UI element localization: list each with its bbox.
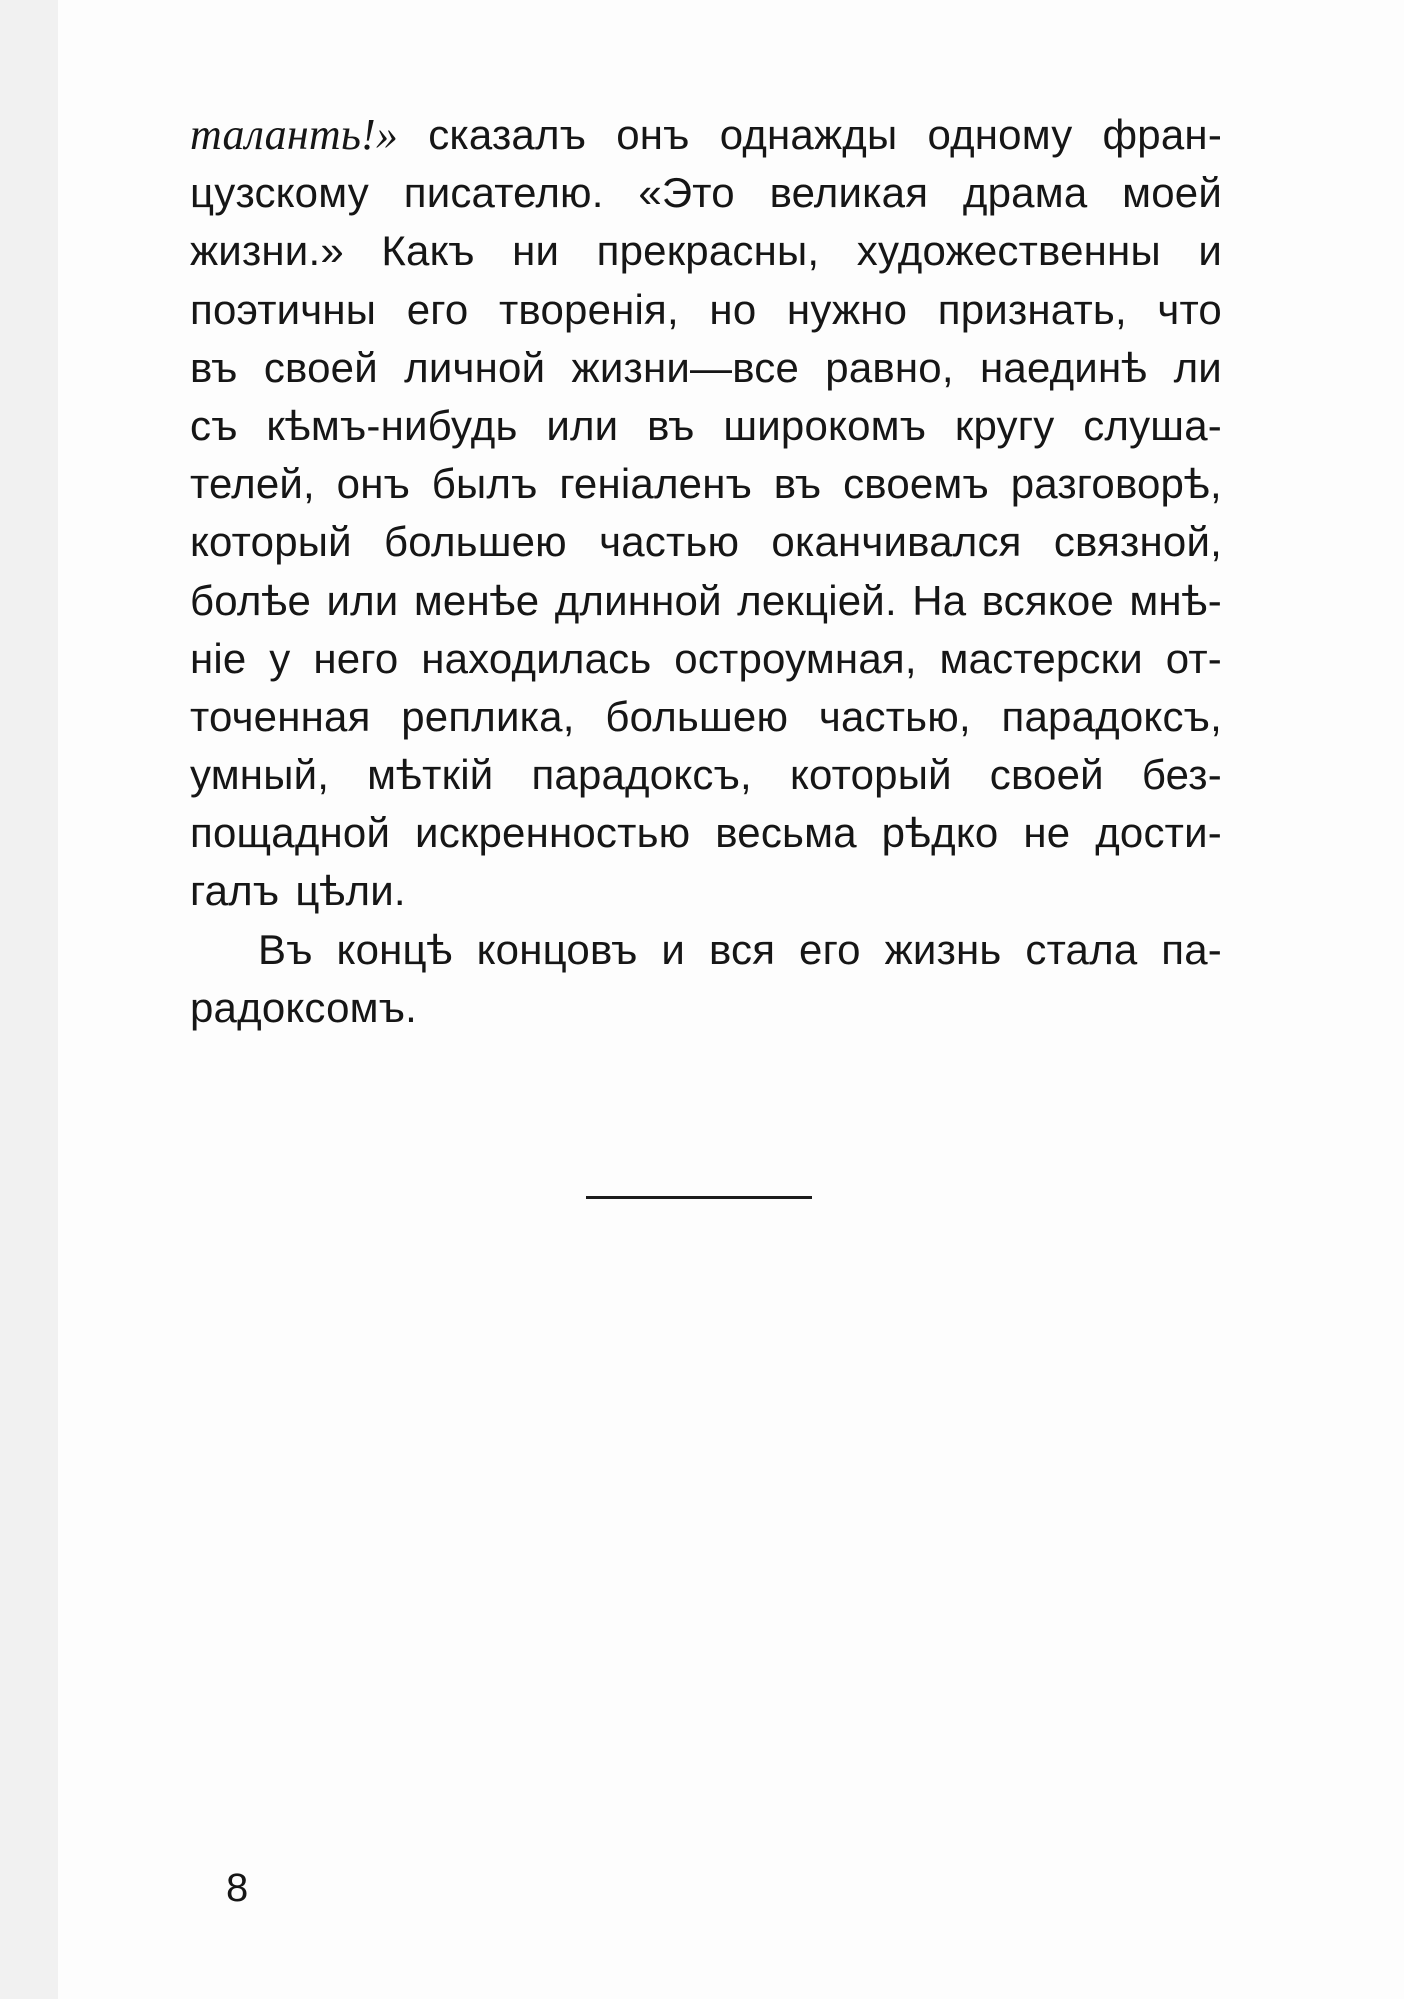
word: прекрасны, bbox=[596, 227, 820, 275]
word: въ bbox=[647, 401, 695, 449]
word: цузскому bbox=[190, 169, 369, 217]
word: въ bbox=[190, 343, 238, 391]
word: галъ bbox=[190, 867, 280, 915]
word: разговорѣ, bbox=[1010, 460, 1222, 508]
word: пощадной bbox=[190, 809, 391, 857]
word: остроумная, bbox=[674, 634, 917, 682]
word: концѣ bbox=[336, 925, 453, 973]
word: равно, bbox=[825, 343, 954, 391]
word: личной bbox=[404, 343, 546, 391]
word: онъ bbox=[616, 111, 690, 158]
word: На bbox=[912, 576, 967, 624]
word: вся bbox=[708, 925, 776, 973]
word: его bbox=[799, 925, 861, 973]
word: драма bbox=[962, 169, 1088, 217]
word: съ bbox=[190, 401, 238, 449]
word: слуша- bbox=[1083, 401, 1222, 449]
word: Въ bbox=[258, 925, 313, 973]
text-line bbox=[190, 339, 1222, 397]
word: всякое bbox=[981, 576, 1114, 624]
word: мѣткій bbox=[367, 751, 494, 799]
word: точенная bbox=[190, 692, 371, 740]
word: творенія, bbox=[498, 285, 679, 333]
text-line bbox=[190, 513, 1222, 571]
text-line bbox=[190, 164, 1222, 222]
word: который bbox=[789, 751, 952, 799]
word: лекціей. bbox=[737, 576, 897, 624]
word: нужно bbox=[786, 285, 908, 333]
word: мастерски bbox=[939, 634, 1143, 682]
word: оканчивался bbox=[771, 518, 1022, 566]
word: который bbox=[190, 518, 352, 566]
text-line bbox=[190, 222, 1222, 280]
word: парадоксъ, bbox=[531, 751, 752, 799]
text-line bbox=[190, 281, 1222, 339]
word: таланть!» bbox=[190, 110, 399, 159]
word: связной, bbox=[1053, 518, 1222, 566]
word: моей bbox=[1122, 169, 1222, 217]
word: умный, bbox=[190, 751, 330, 799]
page-gutter-shadow bbox=[0, 0, 58, 1999]
word: большею bbox=[605, 692, 789, 740]
text-line bbox=[190, 746, 1222, 804]
word: кѣмъ-нибудь bbox=[266, 401, 518, 449]
word: радоксомъ. bbox=[190, 983, 418, 1031]
text-line bbox=[190, 862, 1222, 920]
word: болѣе bbox=[190, 576, 312, 624]
word: Какъ bbox=[381, 227, 475, 275]
word: сказалъ bbox=[428, 111, 587, 158]
word: весьма bbox=[715, 809, 857, 857]
word: искренностью bbox=[415, 809, 691, 857]
body-text bbox=[190, 106, 1222, 1037]
word: своей bbox=[989, 751, 1104, 799]
word: своемъ bbox=[843, 460, 989, 508]
word: что bbox=[1157, 285, 1222, 333]
word: рѣдко bbox=[881, 809, 999, 857]
word: былъ bbox=[431, 460, 538, 508]
word: его bbox=[406, 285, 469, 333]
word: онъ bbox=[336, 460, 411, 508]
word: художественны bbox=[856, 227, 1161, 275]
text-line bbox=[190, 979, 1222, 1037]
word: наединѣ bbox=[980, 343, 1148, 391]
word: частью bbox=[599, 518, 740, 566]
word: широкомъ bbox=[723, 401, 927, 449]
word: жизни—все bbox=[571, 343, 799, 391]
word: находилась bbox=[421, 634, 652, 682]
word: парадоксъ, bbox=[1001, 692, 1222, 740]
word: от- bbox=[1165, 634, 1222, 682]
word: стала bbox=[1025, 925, 1138, 973]
word: писателю. bbox=[403, 169, 604, 217]
word: ни bbox=[512, 227, 560, 275]
word: па- bbox=[1161, 925, 1222, 973]
word: поэтичны bbox=[190, 285, 377, 333]
word: кругу bbox=[954, 401, 1055, 449]
word: или bbox=[546, 401, 619, 449]
word: ніе bbox=[190, 634, 247, 682]
word: своей bbox=[263, 343, 378, 391]
word: частью, bbox=[818, 692, 971, 740]
text-line bbox=[190, 630, 1222, 688]
page-number: 8 bbox=[226, 1866, 249, 1910]
section-separator-rule bbox=[586, 1196, 812, 1199]
word: и bbox=[1198, 227, 1222, 275]
word: реплика, bbox=[401, 692, 575, 740]
word: ли bbox=[1173, 343, 1222, 391]
word: него bbox=[313, 634, 399, 682]
word: одному bbox=[927, 111, 1073, 158]
text-line bbox=[190, 688, 1222, 746]
word: дости- bbox=[1095, 809, 1222, 857]
word: менѣе bbox=[413, 576, 540, 624]
word: жизни.» bbox=[190, 227, 344, 275]
word: жизнь bbox=[884, 925, 1002, 973]
word: геніаленъ bbox=[559, 460, 753, 508]
text-line bbox=[190, 397, 1222, 455]
text-line bbox=[190, 572, 1222, 630]
word: у bbox=[269, 634, 291, 682]
text-line bbox=[190, 106, 1222, 164]
word: но bbox=[709, 285, 757, 333]
word: великая bbox=[769, 169, 929, 217]
word: без- bbox=[1141, 751, 1222, 799]
word: концовъ bbox=[476, 925, 638, 973]
text-line bbox=[190, 804, 1222, 862]
word: въ bbox=[773, 460, 822, 508]
word: фран- bbox=[1102, 111, 1222, 158]
word: мнѣ- bbox=[1129, 576, 1222, 624]
text-line bbox=[190, 921, 1222, 979]
word: длинной bbox=[554, 576, 722, 624]
word: телей, bbox=[190, 460, 315, 508]
word: или bbox=[326, 576, 399, 624]
word: не bbox=[1023, 809, 1071, 857]
text-line bbox=[190, 455, 1222, 513]
word: большею bbox=[384, 518, 567, 566]
word: признать, bbox=[937, 285, 1127, 333]
word: цѣли. bbox=[295, 867, 406, 915]
word: однажды bbox=[719, 111, 898, 158]
word: «Это bbox=[638, 169, 735, 217]
word: и bbox=[661, 925, 686, 973]
